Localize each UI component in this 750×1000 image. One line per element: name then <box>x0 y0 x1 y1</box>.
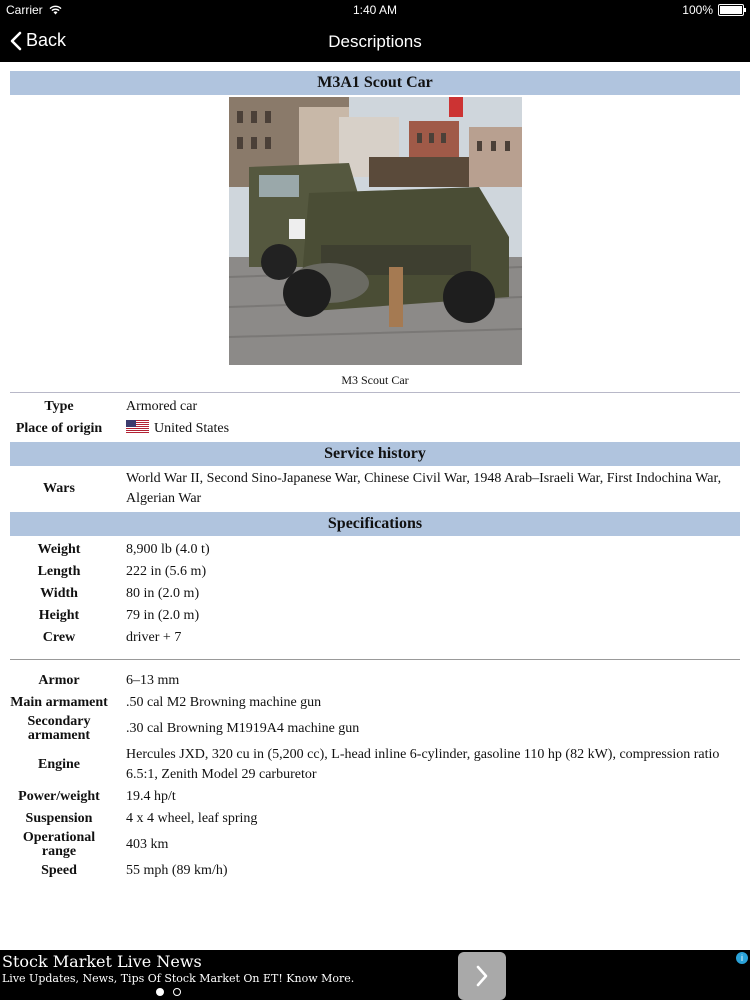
row-value: 79 in (2.0 m) <box>126 608 200 623</box>
basic-info-table <box>10 396 740 440</box>
service-table <box>10 468 740 510</box>
table-row <box>10 714 740 744</box>
table-row <box>10 808 740 830</box>
row-label: Speed <box>41 863 77 878</box>
row-value: 222 in (5.6 m) <box>126 564 207 579</box>
row-value: .30 cal Browning M1919A4 machine gun <box>126 721 360 736</box>
us-flag-icon <box>126 420 149 433</box>
vehicle-photo-container <box>10 97 740 365</box>
table-row <box>10 605 740 627</box>
ad-page-indicator <box>156 988 181 996</box>
chevron-right-icon <box>474 964 490 988</box>
ad-banner[interactable] <box>0 950 750 1000</box>
row-label: Height <box>38 608 80 623</box>
back-label: Back <box>26 30 67 50</box>
row-value-with-flag <box>126 418 740 440</box>
table-row <box>10 830 740 860</box>
row-label: Wars <box>43 481 75 496</box>
origin-text: United States <box>154 421 230 436</box>
table-row <box>10 561 740 583</box>
row-label: Main armament <box>10 695 108 710</box>
row-value: driver + 7 <box>126 630 182 645</box>
row-value: 4 x 4 wheel, leaf spring <box>126 811 258 826</box>
row-value: 8,900 lb (4.0 t) <box>126 542 210 557</box>
page-title: Descriptions <box>328 32 422 51</box>
row-value: 80 in (2.0 m) <box>126 586 200 601</box>
battery-percent: 100% <box>682 3 713 17</box>
row-label: Secondary armament <box>27 714 91 743</box>
carrier-label: Carrier <box>6 3 43 17</box>
article-title: M3A1 Scout Car <box>10 71 740 95</box>
ad-open-button[interactable] <box>458 952 506 1000</box>
table-row <box>10 418 740 440</box>
row-label: Suspension <box>25 811 93 826</box>
ad-subtitle[interactable]: Live Updates, News, Tips Of Stock Market On ET! Know More. <box>2 972 355 985</box>
row-value: Armored car <box>126 399 198 414</box>
row-value: World War II, Second Sino-Japanese War, Chinese Civil War, 1948 Arab–Israeli War, First Indochina War, Algerian War <box>126 471 722 506</box>
row-value: Hercules JXD, 320 cu in (5,200 cc), L-head inline 6-cylinder, gasoline 110 hp (82 kW), compression ratio 6.5:1, Zenith Model 29 carburetor <box>126 747 720 782</box>
table-row <box>10 583 740 605</box>
specs-table <box>10 539 740 649</box>
status-bar <box>0 0 750 22</box>
ad-title[interactable]: Stock Market Live News <box>2 952 202 971</box>
table-row <box>10 670 740 692</box>
service-history-header: Service history <box>10 442 740 466</box>
row-label: Armor <box>38 673 80 688</box>
table-row <box>10 539 740 561</box>
row-label: Width <box>40 586 78 601</box>
table-row <box>10 786 740 808</box>
page-dot[interactable] <box>173 988 181 996</box>
row-label: Length <box>37 564 81 579</box>
table-row <box>10 692 740 714</box>
row-value: 403 km <box>126 837 169 852</box>
row-value: 55 mph (89 km/h) <box>126 863 228 878</box>
table-row <box>10 744 740 786</box>
specs-divider <box>10 659 740 660</box>
image-caption: M3 Scout Car <box>341 373 409 387</box>
table-row <box>10 468 740 510</box>
clock: 1:40 AM <box>352 3 398 17</box>
specifications-header: Specifications <box>10 512 740 536</box>
table-row <box>10 396 740 418</box>
caption-divider <box>10 392 740 393</box>
table-row <box>10 860 740 882</box>
vehicle-photo <box>229 97 522 365</box>
row-label: Type <box>44 399 74 414</box>
article <box>10 71 740 882</box>
ad-info-icon[interactable]: i <box>736 952 748 964</box>
row-label: Crew <box>42 630 76 645</box>
specs-table-2 <box>10 670 740 882</box>
nav-bar <box>0 22 750 62</box>
row-value: 19.4 hp/t <box>126 789 176 804</box>
row-label: Place of origin <box>15 421 103 436</box>
table-row <box>10 627 740 649</box>
row-label: Engine <box>37 757 80 772</box>
page-dot[interactable] <box>156 988 164 996</box>
row-label: Power/weight <box>18 789 100 804</box>
row-value: .50 cal M2 Browning machine gun <box>126 695 322 710</box>
battery-icon <box>718 4 744 16</box>
row-value: 6–13 mm <box>126 673 180 688</box>
row-label: Weight <box>37 542 81 557</box>
row-label: Operational range <box>22 830 96 859</box>
